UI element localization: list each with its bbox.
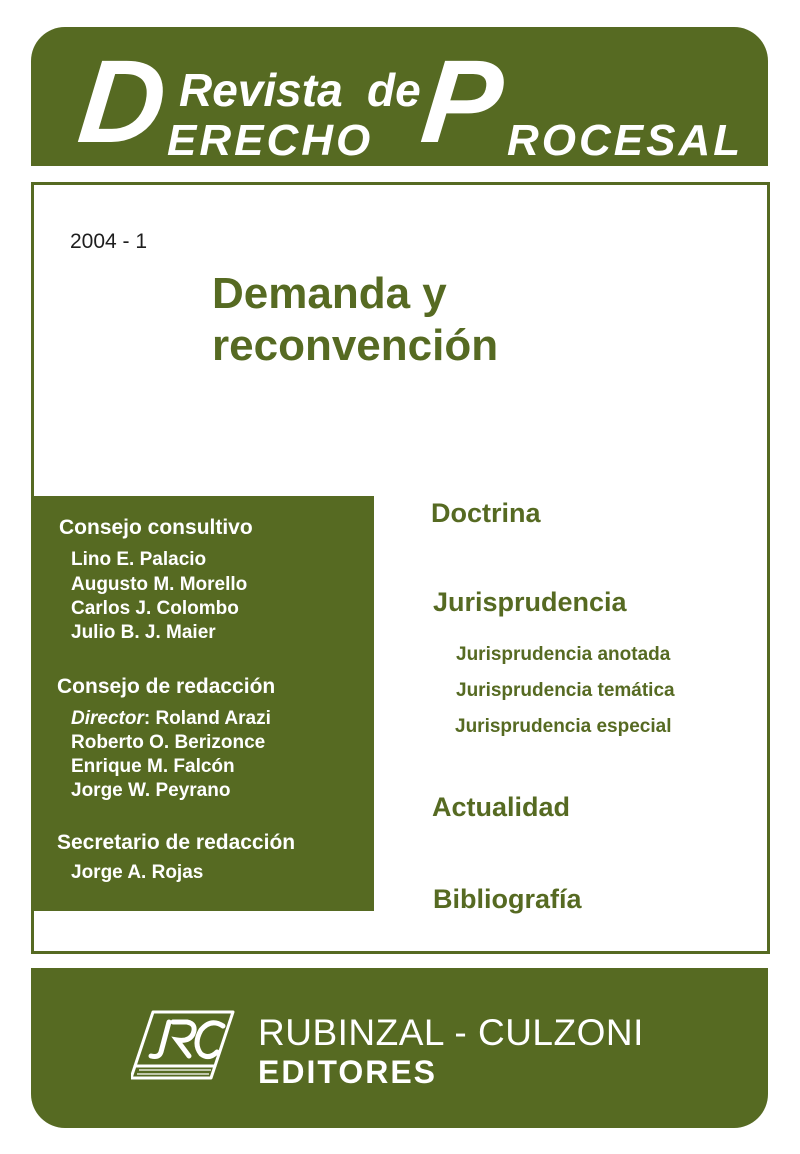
consultivo-member: Lino E. Palacio bbox=[71, 549, 207, 570]
toc-actualidad: Actualidad bbox=[432, 792, 571, 822]
issue-title bbox=[212, 268, 498, 372]
toc-jurisprudencia-sub: Jurisprudencia temática bbox=[456, 680, 675, 701]
masthead-word-revista: Revista bbox=[179, 64, 343, 116]
toc-jurisprudencia-sub: Jurisprudencia anotada bbox=[456, 644, 671, 665]
toc-jurisprudencia-sub: Jurisprudencia especial bbox=[455, 716, 672, 737]
redaccion-heading: Consejo de redacción bbox=[57, 675, 276, 698]
masthead-banner bbox=[31, 27, 768, 166]
consultivo-heading: Consejo consultivo bbox=[59, 516, 253, 539]
director-label: Director bbox=[71, 708, 144, 729]
director-name: : Roland Arazi bbox=[143, 708, 271, 729]
secretario-heading: Secretario de redacción bbox=[57, 831, 296, 854]
publisher-logo-icon bbox=[131, 1008, 235, 1084]
issue-title-line-1: Demanda y bbox=[212, 269, 447, 318]
publisher-editores: EDITORES bbox=[258, 1054, 437, 1090]
publisher-name: RUBINZAL - CULZONI bbox=[258, 1012, 644, 1053]
masthead-initial-p: P bbox=[416, 36, 509, 168]
redaccion-member: Jorge W. Peyrano bbox=[71, 780, 231, 801]
issue-number: 2004 - 1 bbox=[70, 230, 148, 253]
issue-title-line-2: reconvención bbox=[212, 321, 499, 370]
consultivo-member: Augusto M. Morello bbox=[71, 574, 248, 595]
masthead-initial-d: D bbox=[73, 36, 173, 168]
redaccion-member: Roberto O. Berizonce bbox=[71, 732, 266, 753]
toc-bibliografia: Bibliografía bbox=[433, 884, 582, 914]
masthead-word-derecho: ERECHO bbox=[167, 116, 374, 165]
toc-jurisprudencia: Jurisprudencia bbox=[433, 587, 627, 617]
consultivo-member: Julio B. J. Maier bbox=[71, 622, 216, 643]
redaccion-member: Enrique M. Falcón bbox=[71, 756, 235, 777]
toc-doctrina: Doctrina bbox=[431, 498, 541, 528]
redaccion-director bbox=[71, 708, 271, 730]
masthead-title bbox=[31, 27, 768, 166]
masthead-word-procesal: ROCESAL bbox=[507, 116, 744, 165]
secretario-name: Jorge A. Rojas bbox=[71, 862, 204, 883]
masthead-word-de: de bbox=[367, 64, 421, 116]
editorial-board bbox=[34, 496, 374, 911]
consultivo-member: Carlos J. Colombo bbox=[71, 598, 239, 619]
